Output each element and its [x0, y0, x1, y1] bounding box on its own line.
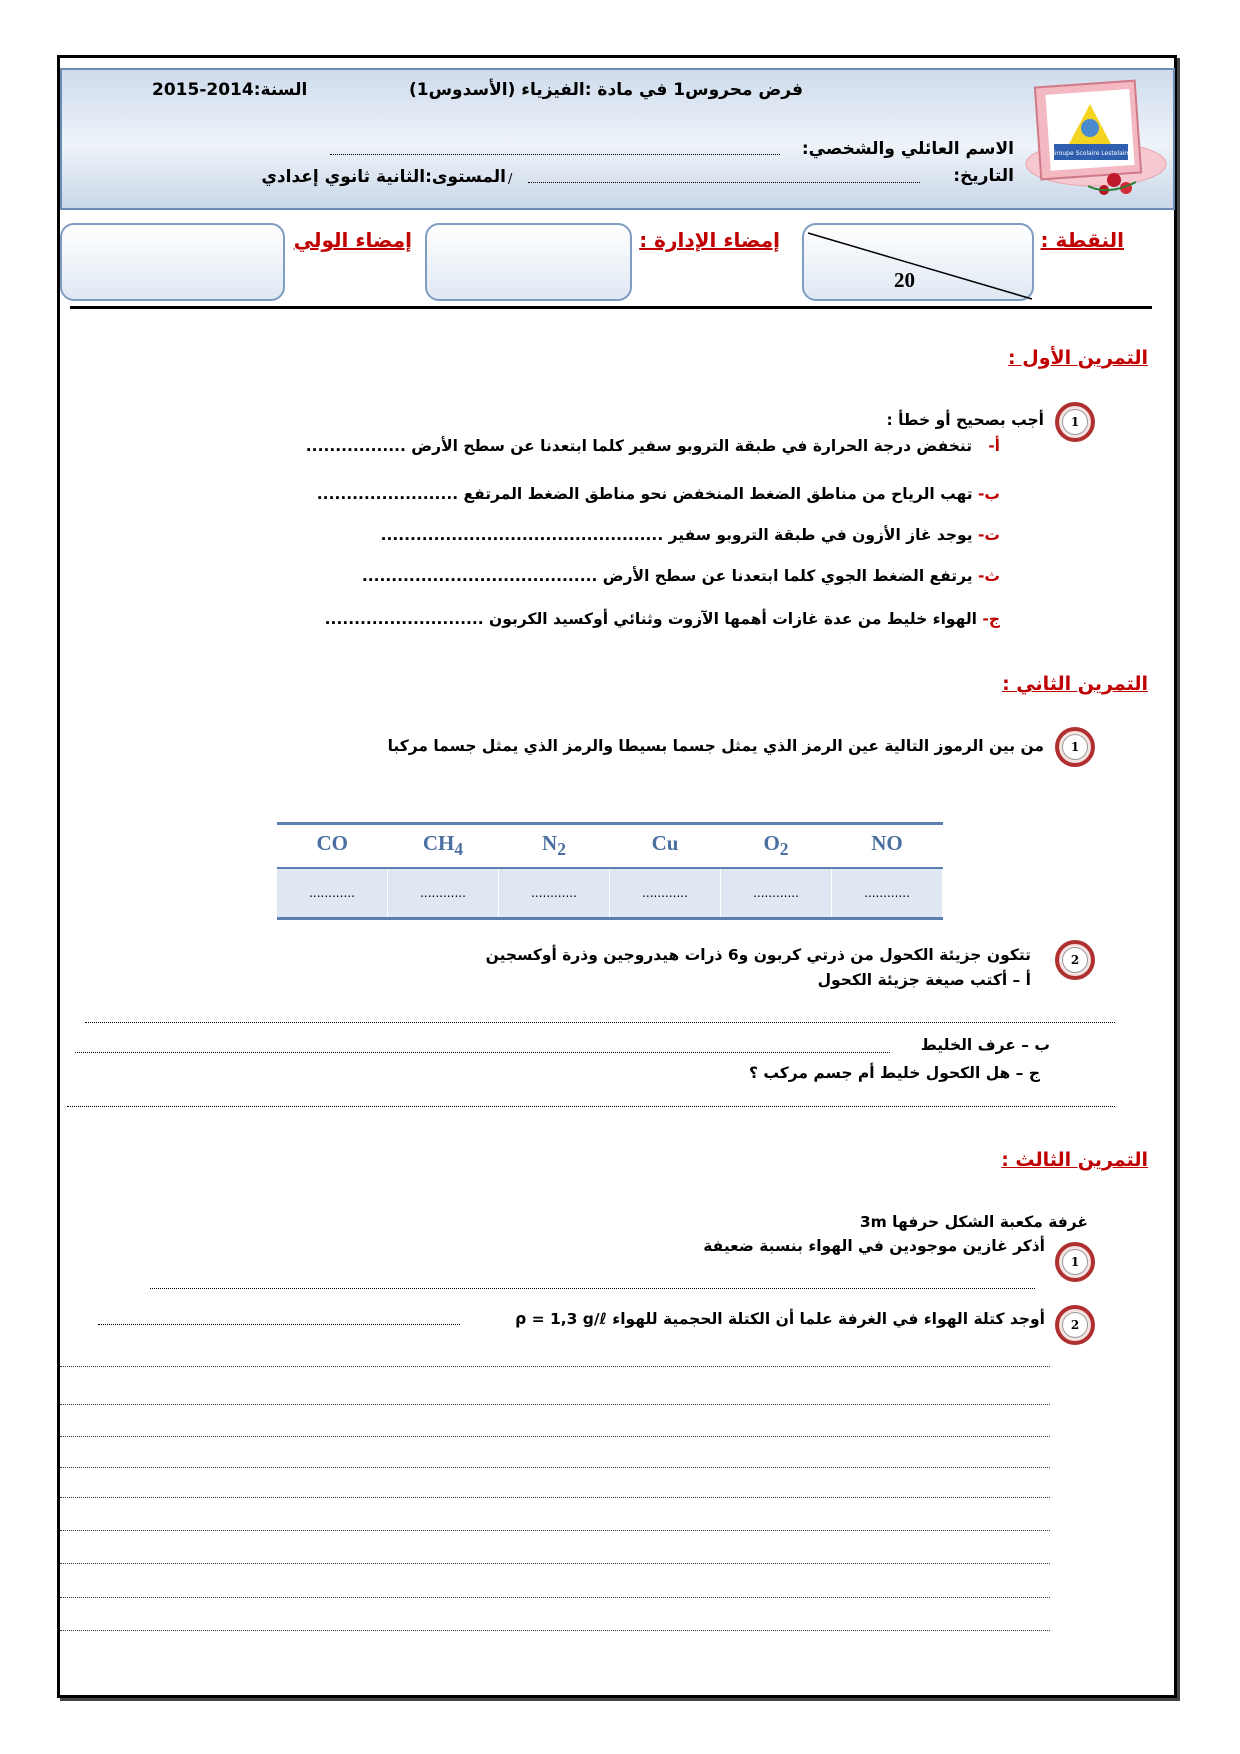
exam-title: فرض محروس1 في مادة :الفيزياء (الأسدوس1) — [408, 80, 803, 100]
student-name-field[interactable] — [330, 142, 780, 155]
exercise2-q2-b: ب – عرف الخليط — [920, 1036, 1050, 1054]
answer-cell[interactable]: ............ — [721, 868, 832, 919]
logo-caption: Groupe Scolaire Lestelaim — [1051, 150, 1131, 157]
answer-line-ex3-q1[interactable] — [150, 1288, 1035, 1289]
exercise3-q2-badge: 2 — [1055, 1305, 1095, 1345]
symbol-co: CO — [277, 824, 388, 869]
admin-signature-box[interactable] — [425, 223, 632, 301]
answer-cell[interactable]: ............ — [277, 868, 388, 919]
answer-cell[interactable]: ............ — [832, 868, 943, 919]
exercise2-q1-badge: 1 — [1055, 727, 1095, 767]
symbol-ch4: $CH_4$ — [388, 824, 499, 869]
exercise2-q2-text: تتكون جزيئة الكحول من ذرتي كربون و6 ذرات هيدروجين وذرة أوكسجين — [485, 946, 1031, 964]
ex1-item-d: ث- يرتفع الضغط الجوي كلما ابتعدنا عن سطح الأرض ........................................ — [361, 567, 1000, 585]
ex1-item-e: ج- الهواء خليط من عدة غازات أهمها الآزوت وثنائي أوكسيد الكربون ........................... — [324, 610, 1000, 628]
parent-signature-box[interactable] — [60, 223, 285, 301]
answer-line[interactable] — [60, 1563, 1050, 1564]
exercise3-intro: غرفة مكعبة الشكل حرفها 3m — [859, 1213, 1088, 1231]
score-label: النقطة : — [1040, 228, 1124, 252]
ex1-item-c: ت- يوجد غاز الأزون في طبقة التروبو سفير ................................................ — [380, 526, 1000, 544]
level-label: المستوى:الثانية ثانوي إعدادي — [261, 167, 506, 187]
answer-line[interactable] — [60, 1530, 1050, 1531]
answer-line[interactable] — [60, 1597, 1050, 1598]
school-year: السنة:2014-2015 — [152, 80, 308, 100]
ex1-item-a: أ- تنخفض درجة الحرارة في طبقة التروبو سفير كلما ابتعدنا عن سطح الأرض ................. — [305, 437, 1000, 455]
date-separator: / — [508, 172, 513, 187]
answer-line[interactable] — [60, 1467, 1050, 1468]
symbol-cu: Cu — [610, 824, 721, 869]
header-divider — [70, 306, 1152, 309]
symbol-n2: $N_2$ — [499, 824, 610, 869]
answer-cell[interactable]: ............ — [388, 868, 499, 919]
exercise3-q1-text: أذكر غازين موجودين في الهواء بنسبة ضعيفة — [703, 1237, 1045, 1255]
exercise1-title: التمرين الأول : — [1008, 347, 1148, 369]
score-box[interactable] — [802, 223, 1034, 301]
admin-signature-label: إمضاء الإدارة : — [639, 228, 780, 252]
exercise2-q2-a: أ – أكتب صيغة جزيئة الكحول — [817, 971, 1031, 989]
answer-cell[interactable]: ............ — [610, 868, 721, 919]
exercise3-q2-text: أوجد كتلة الهواء في الغرفة علما أن الكتلة الحجمية للهواء ρ = 1,3 g/ℓ — [515, 1310, 1045, 1328]
score-total: 20 — [894, 268, 915, 292]
ex1-item-b: ب- تهب الرياح من مناطق الضغط المنخفض نحو مناطق الضغط المرتفع ........................ — [316, 485, 1000, 503]
answer-line-ex3-q2[interactable] — [98, 1324, 460, 1325]
symbol-no: NO — [832, 824, 943, 869]
student-name-label: الاسم العائلي والشخصي: — [801, 139, 1014, 159]
exercise2-q1-text: من بين الرموز التالية عين الرمز الذي يمثل جسما بسيطا والرمز الذي يمثل جسما مركبا — [387, 737, 1044, 755]
answer-line-b[interactable] — [75, 1052, 890, 1053]
date-field[interactable] — [528, 172, 920, 183]
parent-signature-label: إمضاء الولي — [293, 228, 412, 252]
exercise2-q2-c: ج – هل الكحول خليط أم جسم مركب ؟ — [748, 1064, 1040, 1082]
answer-line[interactable] — [60, 1404, 1050, 1405]
symbol-o2: $O_2$ — [721, 824, 832, 869]
answer-line[interactable] — [60, 1630, 1050, 1631]
answer-cell[interactable]: ............ — [499, 868, 610, 919]
exercise2-q2-badge: 2 — [1055, 940, 1095, 980]
symbols-table — [277, 822, 943, 920]
exercise2-title: التمرين الثاني : — [1002, 673, 1148, 695]
exercise1-prompt: أجب بصحيح أو خطأ : — [886, 411, 1044, 429]
date-label: التاريخ: — [953, 166, 1014, 186]
answer-line-c[interactable] — [67, 1106, 1115, 1107]
exercise3-q1-badge: 1 — [1055, 1242, 1095, 1282]
exercise1-badge: 1 — [1055, 402, 1095, 442]
school-logo — [1018, 76, 1168, 206]
answer-line[interactable] — [60, 1436, 1050, 1437]
answer-line[interactable] — [60, 1366, 1050, 1367]
answer-line-a[interactable] — [85, 1022, 1115, 1023]
exercise3-title: التمرين الثالث : — [1001, 1149, 1148, 1171]
answer-line[interactable] — [60, 1497, 1050, 1498]
